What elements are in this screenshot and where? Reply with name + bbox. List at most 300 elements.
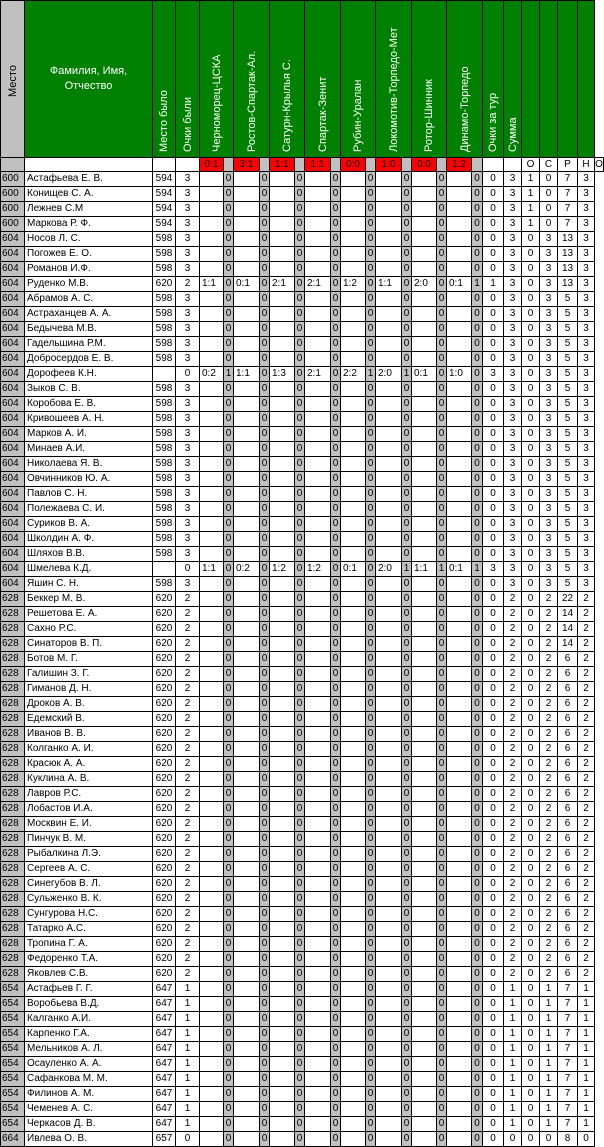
match-points-cell: 0 [331,892,341,907]
sum-cell: 3 [578,202,595,217]
rank-cell: 654 [1,1117,25,1132]
match-points-cell: 0 [260,577,270,592]
header-match-5 [341,1,376,158]
tour-points-cell: 0 [483,712,504,727]
match-points-cell: 0 [260,472,270,487]
sum-cell: 0 [522,277,540,292]
prediction-cell [412,322,437,337]
was-place-cell: 620 [153,727,176,742]
sub-header: С [540,158,558,172]
rank-cell: 600 [1,172,25,187]
match-points-cell: 0 [366,232,376,247]
match-points-cell: 0 [331,562,341,577]
prediction-cell [412,772,437,787]
table-row [1,172,604,187]
match-points-cell: 0 [295,592,305,607]
header-was-place-label: Место было [158,89,170,152]
match-points-cell: 0 [331,367,341,382]
sum-cell: 13 [558,232,578,247]
sum-cell: 2 [504,697,522,712]
rank-cell: 604 [1,547,25,562]
prediction-cell [305,637,331,652]
prediction-cell [412,262,437,277]
was-points-cell: 3 [176,457,200,472]
prediction-cell [270,772,295,787]
tour-points-cell: 0 [483,727,504,742]
prediction-cell [234,412,260,427]
match-points-cell: 0 [331,832,341,847]
prediction-cell [200,232,224,247]
table-row [1,1027,604,1042]
sum-cell: 1 [540,1072,558,1087]
prediction-cell [200,802,224,817]
prediction-cell [200,982,224,997]
prediction-cell [270,607,295,622]
match-points-cell: 0 [437,547,447,562]
prediction-cell [234,517,260,532]
prediction-cell [376,322,402,337]
header-match-2-label: Ростов-Спартак-Ал. [245,50,258,152]
prediction-cell [270,1042,295,1057]
sum-cell: 2 [540,952,558,967]
name-cell: Овчинников Ю. А. [25,472,153,487]
match-points-cell: 0 [366,517,376,532]
match-points-cell: 0 [402,817,412,832]
match-points-cell: 0 [366,1072,376,1087]
match-points-cell: 0 [366,667,376,682]
match-points-cell: 0 [437,667,447,682]
tour-points-cell: 0 [483,382,504,397]
match-points-cell: 0 [295,472,305,487]
sub-header: Н [578,158,595,172]
match-points-cell: 0 [437,997,447,1012]
prediction-cell [305,817,331,832]
was-points-cell: 0 [176,562,200,577]
sum-cell: 3 [540,577,558,592]
sum-cell: 2 [540,862,558,877]
match-points-cell: 0 [437,967,447,982]
sum-cell: 1 [578,997,595,1012]
was-place-cell: 620 [153,862,176,877]
match-points-cell: 0 [366,352,376,367]
sum-cell: 0 [522,772,540,787]
rank-cell: 654 [1,1027,25,1042]
table-row [1,652,604,667]
tour-points-cell: 0 [483,997,504,1012]
prediction-cell [447,817,472,832]
sum-cell: 0 [522,877,540,892]
sum-cell: 3 [504,397,522,412]
match-points-cell: 0 [224,622,234,637]
prediction-cell [376,772,402,787]
prediction-cell [305,322,331,337]
prediction-cell [376,247,402,262]
sum-cell: 5 [558,412,578,427]
sum-cell: 2 [504,787,522,802]
sum-cell: 2 [578,952,595,967]
name-cell: Абрамов А. С. [25,292,153,307]
rank-cell: 628 [1,802,25,817]
prediction-cell: 0:1 [412,367,437,382]
prediction-cell [447,202,472,217]
prediction-cell [234,907,260,922]
match-points-cell: 0 [224,277,234,292]
match-points-cell: 0 [224,832,234,847]
name-cell: Пинчук В. М. [25,832,153,847]
match-points-cell: 0 [295,232,305,247]
prediction-cell [234,457,260,472]
prediction-cell: 1:2 [305,562,331,577]
match-points-cell: 0 [437,1087,447,1102]
prediction-cell [447,772,472,787]
match-points-cell: 0 [260,937,270,952]
sum-cell: 7 [558,997,578,1012]
prediction-cell [270,262,295,277]
sum-cell: 2 [578,892,595,907]
sum-cell: 3 [540,367,558,382]
header-blank-4 [578,1,595,158]
rank-cell: 604 [1,457,25,472]
match-points-cell: 0 [295,307,305,322]
match-points-cell: 0 [366,262,376,277]
match-points-cell: 0 [260,847,270,862]
sum-cell: 0 [522,802,540,817]
prediction-cell [305,337,331,352]
sum-cell: 3 [504,412,522,427]
match-points-cell: 0 [472,322,483,337]
was-place-cell: 620 [153,907,176,922]
sum-cell: 14 [558,622,578,637]
sum-cell: 0 [522,607,540,622]
sum-cell: 0 [522,847,540,862]
match-points-cell: 0 [402,577,412,592]
match-points-cell: 0 [366,1117,376,1132]
match-points-cell: 0 [472,1057,483,1072]
sum-cell: 3 [504,487,522,502]
tour-points-cell: 0 [483,637,504,652]
sum-cell: 3 [578,397,595,412]
match-points-cell: 0 [402,172,412,187]
match-points-cell: 0 [366,577,376,592]
rank-cell: 654 [1,1057,25,1072]
name-cell: Гиманов Д. Н. [25,682,153,697]
prediction-cell [447,487,472,502]
match-points-cell: 0 [224,397,234,412]
sum-cell: 3 [504,352,522,367]
sum-cell: 6 [558,817,578,832]
sum-cell: 0 [504,1132,522,1147]
prediction-cell [200,187,224,202]
prediction-cell [376,907,402,922]
prediction-cell [341,1102,366,1117]
rank-cell: 604 [1,352,25,367]
prediction-cell [447,907,472,922]
prediction-cell [200,607,224,622]
prediction-cell [270,232,295,247]
table-row [1,412,604,427]
match-points-cell: 0 [295,637,305,652]
prediction-cell [376,967,402,982]
sum-cell: 3 [504,217,522,232]
prediction-cell [200,667,224,682]
prediction-cell [376,877,402,892]
rank-cell: 628 [1,832,25,847]
header-match-2 [234,1,270,158]
prediction-cell [412,862,437,877]
prediction-cell [376,1072,402,1087]
match-points-cell: 0 [366,592,376,607]
prediction-cell [412,682,437,697]
match-points-cell: 0 [260,1087,270,1102]
header-match-5-label: Рубин-Уралан [352,79,364,152]
was-place-cell: 598 [153,292,176,307]
prediction-cell [234,712,260,727]
prediction-cell [447,1132,472,1147]
match-points-cell: 0 [472,487,483,502]
header-match-4-label: Спартак-Зенит [316,76,329,152]
match-points-cell: 0 [224,847,234,862]
prediction-cell [200,742,224,757]
match-points-cell: 0 [224,1102,234,1117]
prediction-cell [412,172,437,187]
sum-cell: 3 [540,277,558,292]
sum-cell: 1 [578,1042,595,1057]
prediction-cell [200,427,224,442]
match-points-cell: 0 [437,922,447,937]
match-points-cell: 0 [331,712,341,727]
name-cell: Карпенко Г.А. [25,1027,153,1042]
prediction-cell [447,172,472,187]
sum-cell: 3 [578,442,595,457]
prediction-cell [200,757,224,772]
match-points-cell: 0 [366,922,376,937]
prediction-cell [376,502,402,517]
prediction-cell [234,757,260,772]
match-points-cell: 0 [224,787,234,802]
prediction-cell [270,967,295,982]
was-place-cell: 598 [153,517,176,532]
results-row [1,158,604,172]
sum-cell: 0 [522,457,540,472]
match-points-cell: 0 [437,457,447,472]
match-points-cell: 0 [331,952,341,967]
match-points-cell: 0 [331,1012,341,1027]
was-place-cell: 598 [153,397,176,412]
sum-cell: 2 [540,667,558,682]
match-points-cell: 0 [402,757,412,772]
table-row [1,472,604,487]
prediction-cell [305,502,331,517]
prediction-cell [200,517,224,532]
match-points-cell: 0 [402,1102,412,1117]
tour-points-cell: 0 [483,517,504,532]
prediction-cell [270,952,295,967]
was-points-cell: 2 [176,697,200,712]
prediction-cell [376,637,402,652]
match-points-cell: 0 [224,1027,234,1042]
prediction-cell [200,832,224,847]
prediction-cell [412,232,437,247]
match-points-cell: 0 [472,667,483,682]
match-points-cell: 0 [402,667,412,682]
was-place-cell: 620 [153,877,176,892]
rank-cell: 628 [1,787,25,802]
prediction-cell [376,697,402,712]
prediction-cell [270,1057,295,1072]
prediction-cell [270,322,295,337]
sum-cell: 7 [558,1057,578,1072]
match-points-cell: 0 [437,607,447,622]
sum-cell: 2 [504,892,522,907]
name-cell: Лобастов И.А. [25,802,153,817]
sum-cell: 2 [578,922,595,937]
prediction-cell [412,817,437,832]
name-cell: Гадельшина Р.М. [25,337,153,352]
sum-cell: 0 [522,712,540,727]
match-points-cell: 0 [224,1057,234,1072]
sum-cell: 7 [558,1072,578,1087]
prediction-cell [341,667,366,682]
prediction-cell [376,622,402,637]
sum-cell: 1 [540,1087,558,1102]
prediction-cell [305,847,331,862]
prediction-cell [234,922,260,937]
match-points-cell: 0 [224,352,234,367]
rank-cell: 604 [1,397,25,412]
match-points-cell: 0 [260,187,270,202]
sum-cell: 1 [540,1102,558,1117]
prediction-cell [270,217,295,232]
match-points-cell: 0 [224,877,234,892]
sum-cell: 2 [504,952,522,967]
match-points-cell: 0 [224,487,234,502]
rank-cell: 604 [1,577,25,592]
name-cell: Тропина Г. А. [25,937,153,952]
match-points-cell: 0 [402,922,412,937]
match-points-cell: 0 [295,487,305,502]
tour-points-cell: 0 [483,172,504,187]
prediction-cell [412,967,437,982]
was-place-cell: 598 [153,232,176,247]
prediction-cell [341,442,366,457]
tour-points-cell: 0 [483,247,504,262]
match-points-cell: 0 [260,607,270,622]
sum-cell: 2 [504,967,522,982]
match-points-cell: 0 [331,352,341,367]
prediction-cell [234,187,260,202]
match-points-cell: 0 [437,847,447,862]
match-points-cell: 0 [437,682,447,697]
was-place-cell: 620 [153,892,176,907]
header-was-place [153,1,176,158]
match-points-cell: 0 [295,607,305,622]
match-points-cell: 0 [366,382,376,397]
sum-cell: 0 [522,427,540,442]
was-place-cell: 598 [153,322,176,337]
tour-points-cell: 0 [483,352,504,367]
prediction-cell [234,547,260,562]
match-points-cell: 0 [366,337,376,352]
sum-cell: 3 [504,247,522,262]
match-points-cell: 0 [295,817,305,832]
prediction-cell [234,967,260,982]
prediction-cell [234,502,260,517]
name-cell: Лежнев С.М [25,202,153,217]
sum-cell: 0 [522,1117,540,1132]
match-points-cell: 0 [472,892,483,907]
prediction-cell [200,412,224,427]
prediction-cell [200,1027,224,1042]
match-points-cell: 0 [224,547,234,562]
prediction-cell [234,1042,260,1057]
match-points-cell: 0 [402,682,412,697]
match-points-cell: 0 [437,1027,447,1042]
prediction-cell: 0:1 [447,277,472,292]
prediction-cell [305,1012,331,1027]
sum-cell: 0 [522,577,540,592]
sum-cell: 0 [522,397,540,412]
prediction-cell [305,1087,331,1102]
prediction-cell [376,712,402,727]
rank-cell: 628 [1,697,25,712]
was-place-cell: 598 [153,532,176,547]
match-points-cell: 0 [402,1132,412,1147]
prediction-cell [412,607,437,622]
table-row [1,922,604,937]
prediction-cell [447,292,472,307]
prediction-cell [412,577,437,592]
match-points-cell: 0 [224,187,234,202]
sum-cell: 6 [558,682,578,697]
match-points-cell: 0 [402,742,412,757]
was-points-cell: 1 [176,1057,200,1072]
match-points-cell: 0 [402,547,412,562]
sum-cell: 3 [578,502,595,517]
was-place-cell: 620 [153,922,176,937]
match-points-cell: 0 [366,742,376,757]
match-points-cell: 0 [260,772,270,787]
prediction-cell [412,517,437,532]
sum-cell: 0 [522,1087,540,1102]
prediction-cell [270,592,295,607]
sum-cell: 7 [558,982,578,997]
prediction-cell [376,802,402,817]
sum-cell: 5 [558,562,578,577]
prediction-cell [234,847,260,862]
was-points-cell: 3 [176,397,200,412]
prediction-cell [234,1072,260,1087]
prediction-cell [341,187,366,202]
match-points-cell: 0 [472,292,483,307]
sum-cell: 0 [522,382,540,397]
tour-points-cell: 3 [483,562,504,577]
sum-cell: 2 [540,892,558,907]
name-cell: Черкасов Д. В. [25,1117,153,1132]
sum-cell: 7 [558,1117,578,1132]
match-points-cell: 0 [437,427,447,442]
prediction-cell [305,397,331,412]
match-points-cell: 0 [472,532,483,547]
prediction-cell [305,232,331,247]
was-points-cell: 3 [176,502,200,517]
sum-cell: 2 [578,967,595,982]
match-points-cell: 0 [331,217,341,232]
rank-cell: 654 [1,1072,25,1087]
match-points-cell: 0 [402,802,412,817]
prediction-cell [234,397,260,412]
was-place-cell: 620 [153,667,176,682]
prediction-cell [447,787,472,802]
